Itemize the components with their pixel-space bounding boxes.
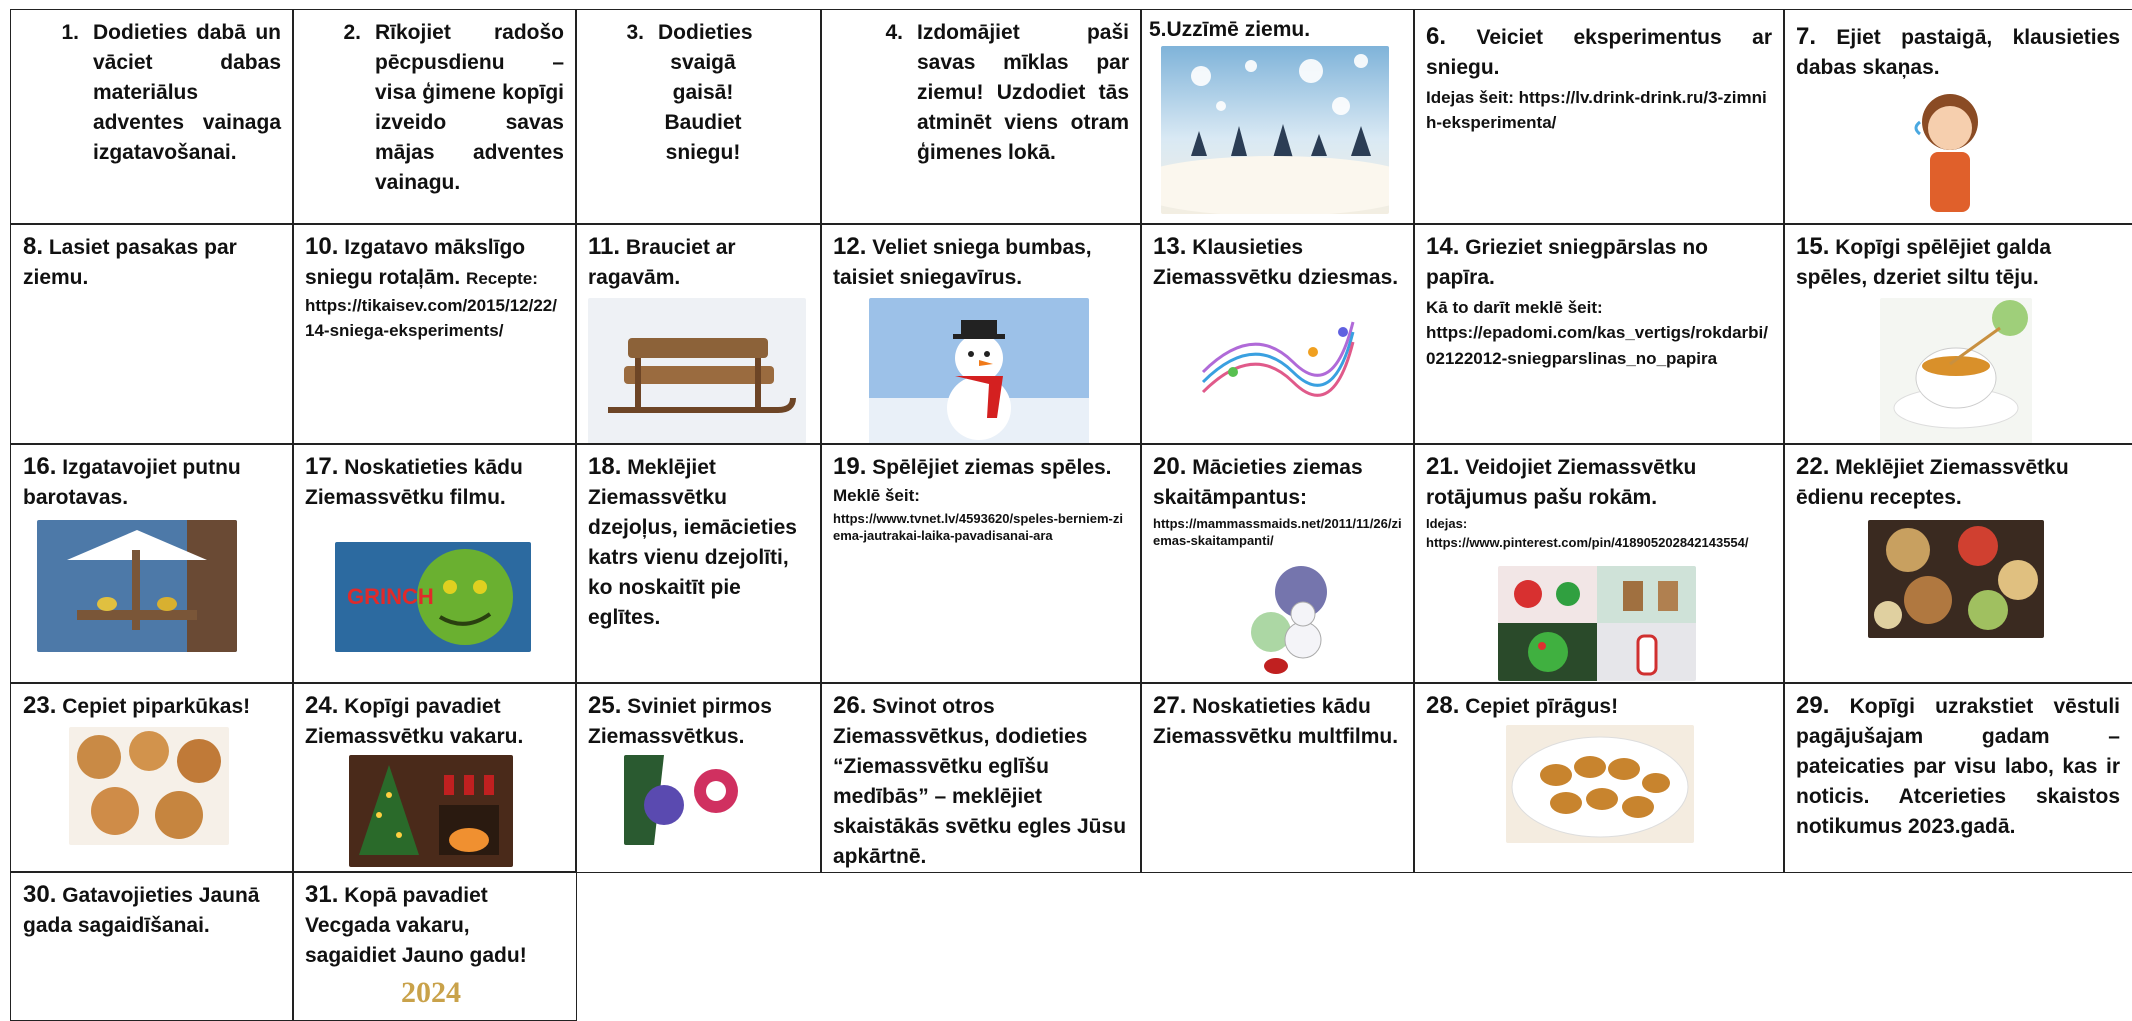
christmas-food-image — [1868, 520, 2044, 638]
tea-cup-image — [1880, 298, 2032, 444]
day-number: 22. — [1796, 453, 1830, 480]
day-number: 23. — [23, 692, 57, 719]
day-text: Kopā pavadiet Vecgada vakaru, sagaidiet Jauno gadu! — [305, 884, 527, 967]
day-number: 1. — [61, 21, 79, 44]
cell-day-13 — [1140, 223, 1415, 445]
cell-day-14 — [1413, 223, 1785, 445]
day-text: Ejiet pastaigā, klausieties dabas skaņas. — [1796, 26, 2120, 79]
day-text: Kopīgi uzrakstiet vēstuli pagājušajam gadam – pateicaties par visu labo, kas ir noticis. Atcerieties skaistos notikumus 2023.gadā. — [1796, 695, 2120, 838]
winter-drawing-image — [1161, 46, 1389, 214]
advent-calendar-table — [10, 9, 2132, 1008]
day-text: Izgatavojiet putnu barotavas. — [23, 456, 241, 509]
day-text: Svinot otros Ziemassvētkus, dodieties “Ziemassvētku eglīšu medībās” – meklējiet skaistākās svētku egles Jūsu apkārtnē. — [833, 695, 1127, 868]
cell-day-18 — [575, 443, 822, 684]
day-number: 7. — [1796, 23, 1817, 50]
day-text: Izgatavo mākslīgo sniegu rotaļām. — [305, 236, 526, 289]
day-text: Cepiet pīrāgus! — [1465, 695, 1619, 718]
day-text: Dodieties svaigā gaisā! Baudiet sniegu! — [658, 21, 753, 164]
day-text: Kopīgi spēlējiet galda spēles, dzeriet siltu tēju. — [1796, 236, 2052, 289]
christmas-evening-image — [349, 755, 513, 867]
cell-day-25 — [575, 682, 822, 873]
cell-day-4 — [820, 9, 1142, 225]
rhymes-link[interactable]: https://mammassmaids.net/2011/11/26/ziemas-skaitampanti/ — [1153, 516, 1402, 548]
day-text: Noskatieties kādu Ziemassvētku filmu. — [305, 456, 523, 509]
day-text: Veliet sniega bumbas, taisiet sniegavīrus. — [833, 236, 1092, 289]
day-text: Sviniet pirmos Ziemassvētkus. — [588, 695, 772, 748]
snowflakes-link[interactable]: https://epadomi.com/kas_vertigs/rokdarbi/02122012-sniegparslinas_no_papira — [1426, 323, 1768, 368]
day-text: Meklējiet Ziemassvētku ēdienu receptes. — [1796, 456, 2069, 509]
day-number: 19. — [833, 453, 867, 480]
day-number: 24. — [305, 692, 339, 719]
day-text: Cepiet piparkūkas! — [62, 695, 251, 718]
cell-day-27 — [1140, 682, 1415, 873]
new-year-2024-image — [391, 972, 471, 1008]
day-text: 5.Uzzīmē ziemu. — [1149, 18, 1311, 41]
cell-day-6 — [1413, 9, 1785, 225]
day-text: Dodieties dabā un vāciet dabas materiālus adventes vainaga izgatavošanai. — [93, 21, 281, 164]
cell-day-15 — [1783, 223, 2132, 445]
cell-day-20 — [1140, 443, 1415, 684]
cell-day-24 — [292, 682, 577, 873]
cell-day-19 — [820, 443, 1142, 684]
cell-day-5 — [1140, 9, 1415, 225]
day-number: 26. — [833, 692, 867, 719]
day-text: Rīkojiet radošo pēcpusdienu – visa ģimene kopīgi izveido savas mājas adventes vainagu. — [375, 21, 564, 194]
day-number: 20. — [1153, 453, 1187, 480]
search-label: Meklē šeit: — [833, 486, 920, 505]
how-to-label: Kā to darīt meklē šeit: — [1426, 298, 1603, 317]
day-number: 21. — [1426, 453, 1460, 480]
day-number: 4. — [885, 21, 903, 44]
cell-day-3 — [575, 9, 822, 225]
day-text: Noskatieties kādu Ziemassvētku multfilmu. — [1153, 695, 1399, 748]
cell-day-21 — [1413, 443, 1785, 684]
ideas-label: Idejas: — [1426, 516, 1468, 531]
cell-day-2 — [292, 9, 577, 225]
cell-day-28 — [1413, 682, 1785, 873]
cell-day-11 — [575, 223, 822, 445]
day-number: 14. — [1426, 233, 1460, 260]
cell-day-8 — [10, 223, 294, 445]
day-number: 3. — [626, 21, 644, 44]
games-link[interactable]: https://www.tvnet.lv/4593620/speles-berniem-ziema-jautrakai-laika-pavadisanai-ara — [833, 511, 1123, 543]
year-text: 2024 — [401, 976, 461, 1008]
day-number: 29. — [1796, 692, 1830, 719]
cell-day-26 — [820, 682, 1142, 873]
day-text: Lasiet pasakas par ziemu. — [23, 236, 237, 289]
day-text: Gatavojieties Jaunā gada sagaidīšanai. — [23, 884, 260, 937]
cell-day-31 — [292, 871, 577, 1021]
cell-day-10 — [292, 223, 577, 445]
day-number: 17. — [305, 453, 339, 480]
day-number: 25. — [588, 692, 622, 719]
grinch-title-text: GRINCH — [347, 584, 434, 609]
recipe-label: Recepte: — [466, 269, 538, 288]
day-number: 12. — [833, 233, 867, 260]
day-text: Mācieties ziemas skaitāmpantus: — [1153, 456, 1363, 509]
day-number: 13. — [1153, 233, 1187, 260]
day-text: Grieziet sniegpārslas no papīra. — [1426, 236, 1708, 289]
cell-day-16 — [10, 443, 294, 684]
day-number: 18. — [588, 453, 622, 480]
day-text: Izdomājiet paši savas mīklas par ziemu! Uzdodiet tās atminēt viens otram ģimenes lokā. — [917, 21, 1129, 164]
gingerbread-image — [69, 727, 229, 845]
cell-day-22 — [1783, 443, 2132, 684]
bird-feeder-image — [37, 520, 237, 652]
handmade-decorations-image — [1498, 566, 1696, 681]
cell-day-1 — [10, 9, 294, 225]
day-text: Meklējiet Ziemassvētku dzejoļus, iemācieties katrs vienu dzejolīti, ko noskaitīt pie eglītes. — [588, 456, 797, 629]
snowman-painting-image — [1231, 562, 1351, 680]
day-number: 16. — [23, 453, 57, 480]
listening-girl-image — [1906, 82, 1998, 222]
day-text: Brauciet ar ragavām. — [588, 236, 736, 289]
pies-image — [1506, 725, 1694, 843]
day-number: 11. — [588, 233, 621, 260]
cell-day-29 — [1783, 682, 2132, 873]
cell-day-23 — [10, 682, 294, 873]
cell-day-12 — [820, 223, 1142, 445]
cell-day-7 — [1783, 9, 2132, 225]
day-number: 8. — [23, 233, 44, 260]
ornaments-image — [624, 755, 746, 845]
sled-image — [588, 298, 806, 444]
day-number: 6. — [1426, 23, 1447, 50]
cell-day-30 — [10, 871, 294, 1021]
day-number: 10. — [305, 233, 339, 260]
day-text: Kopīgi pavadiet Ziemassvētku vakaru. — [305, 695, 524, 748]
day-number: 27. — [1153, 692, 1187, 719]
snowman-image — [869, 298, 1089, 444]
day-text: Veidojiet Ziemassvētku rotājumus pašu rokām. — [1426, 456, 1697, 509]
decorations-link[interactable]: https://www.pinterest.com/pin/418905202842143554/ — [1426, 535, 1749, 550]
music-notes-image — [1193, 302, 1363, 412]
day-number: 30. — [23, 881, 57, 908]
grinch-movie-image — [335, 542, 531, 652]
day-text: Veiciet eksperimentus ar sniegu. — [1426, 26, 1772, 79]
day-text: Klausieties Ziemassvētku dziesmas. — [1153, 236, 1399, 289]
cell-day-17 — [292, 443, 577, 684]
day-number: 28. — [1426, 692, 1460, 719]
day-number: 2. — [343, 21, 361, 44]
recipe-link[interactable]: https://tikaisev.com/2015/12/22/14-sniega-eksperiments/ — [305, 296, 557, 340]
day-number: 15. — [1796, 233, 1830, 260]
ideas-link[interactable]: Idejas šeit: https://lv.drink-drink.ru/3-zimnih-eksperimenta/ — [1426, 88, 1767, 132]
day-text: Spēlējiet ziemas spēles. — [872, 456, 1112, 479]
day-number: 31. — [305, 881, 339, 908]
